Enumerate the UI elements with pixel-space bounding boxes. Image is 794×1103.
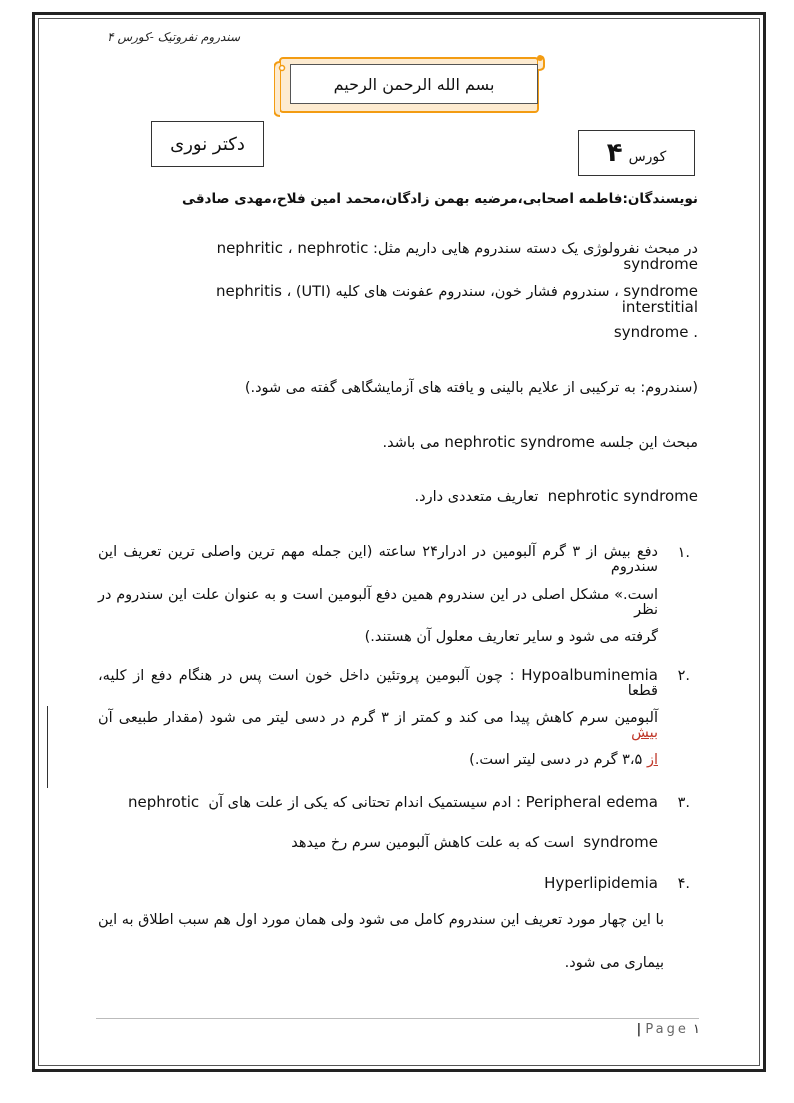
closing-line-1: با این چهار مورد تعریف این سندروم کامل می شود ولی همان مورد اول هم سبب اطلاق به این <box>98 912 664 928</box>
item-2-red-word-1: بیش <box>631 724 658 741</box>
item-3-line-1-fa: : ادم سیستمیک اندام تحتانی که یکی از علت های آن <box>208 795 521 811</box>
session-topic <box>140 435 698 451</box>
item-3-line-2 <box>128 835 658 851</box>
item-2-term: Hypoalbuminemia <box>521 666 658 684</box>
item-2-line-2 <box>98 711 658 740</box>
intro-line-2-en-end: nephritis interstitial <box>215 282 698 316</box>
topic-fa-start: مبحث این جلسه <box>599 435 698 451</box>
intro-line-1-en: nephritic ، nephrotic syndrome <box>216 239 698 273</box>
item-3-line-1 <box>128 795 658 811</box>
item-3-line-1-en: nephrotic <box>128 793 200 811</box>
title-scroll-banner <box>274 54 546 118</box>
course-box <box>578 130 695 176</box>
item-3-line-2-fa: است که به علت کاهش آلبومین سرم رخ میدهد <box>291 835 575 851</box>
page-footer <box>600 1022 700 1037</box>
item-1-line-3: گرفته می شود و سایر تعاریف معلول آن هستند.) <box>364 629 658 645</box>
item-4-number: .۴ <box>677 876 690 892</box>
item-2-line-3 <box>98 753 658 768</box>
item-4-term: Hyperlipidemia <box>544 874 658 892</box>
authors-line: نویسندگان:فاطمه اصحابی،مرضیه بهمن زادگان،محمد امین فلاح،مهدی صادقی <box>182 191 698 207</box>
definitions-intro-en: nephrotic syndrome <box>547 487 698 505</box>
item-2-line-3-fa: ۳،۵ گرم در دسی لیتر است.) <box>469 752 643 768</box>
item-3-number: .۳ <box>677 795 690 811</box>
footer-rule <box>96 1018 699 1019</box>
syndrome-definition: (سندروم: به ترکیبی از علایم بالینی و یافته های آزمایشگاهی گفته می شود.) <box>244 380 698 396</box>
intro-line-2-en-start: syndrome <box>623 282 698 300</box>
intro-line-2 <box>140 284 698 315</box>
item-2-red-word-2: از <box>646 752 658 768</box>
header-note: سندروم نفروتیک -کورس ۴ <box>107 30 240 44</box>
item-1-number: .۱ <box>677 545 690 561</box>
intro-line-3: . syndrome <box>613 323 698 341</box>
change-bar <box>47 706 48 788</box>
topic-en: nephrotic syndrome <box>444 433 595 451</box>
footer-page-label: Page <box>645 1022 689 1037</box>
footer-separator: | <box>636 1022 642 1037</box>
intro-line-2-fa: ، سندروم فشار خون، سندروم عفونت های کلیه (UTI) ، <box>286 284 619 300</box>
title-banner-text: بسم الله الرحمن الرحیم <box>290 64 538 104</box>
intro-line-1-fa: در مبحث نفرولوژی یک دسته سندروم هایی داریم مثل: <box>373 241 698 257</box>
closing-line-2: بیماری می شود. <box>564 955 664 971</box>
definitions-intro-fa: تعاریف متعددی دارد. <box>414 489 539 505</box>
item-3-term: Peripheral edema <box>525 793 658 811</box>
course-number: ۴ <box>606 138 623 168</box>
item-1-line-1: دفع بیش از ۳ گرم آلبومین در ادرار۲۴ ساعته (این جمله مهم ترین واصلی ترین تعریف این سندروم <box>98 544 658 575</box>
item-2-line-1-fa: : چون آلبومین پروتئین داخل خون است پس در هنگام دفع از کلیه، قطعا <box>98 668 658 699</box>
item-2-line-2-fa: آلبومین سرم کاهش پیدا می کند و کمتر از ۳ گرم در دسی لیتر می شود (مقدار طبیعی آن <box>98 710 658 726</box>
item-2-line-1 <box>98 668 658 698</box>
course-label: کورس <box>628 149 667 165</box>
item-3-line-2-en: syndrome <box>583 833 658 851</box>
topic-fa-end: می باشد. <box>382 435 440 451</box>
item-2-number: .۲ <box>677 668 690 684</box>
intro-line-1 <box>140 241 698 272</box>
definitions-intro <box>140 489 698 505</box>
doctor-name-box: دکتر نوری <box>151 121 264 167</box>
footer-page-number: ۱ <box>693 1022 700 1037</box>
item-1-line-2: است.» مشکل اصلی در این سندروم همین دفع آلبومین است و به عنوان علت این سندروم در نظر <box>98 587 658 618</box>
